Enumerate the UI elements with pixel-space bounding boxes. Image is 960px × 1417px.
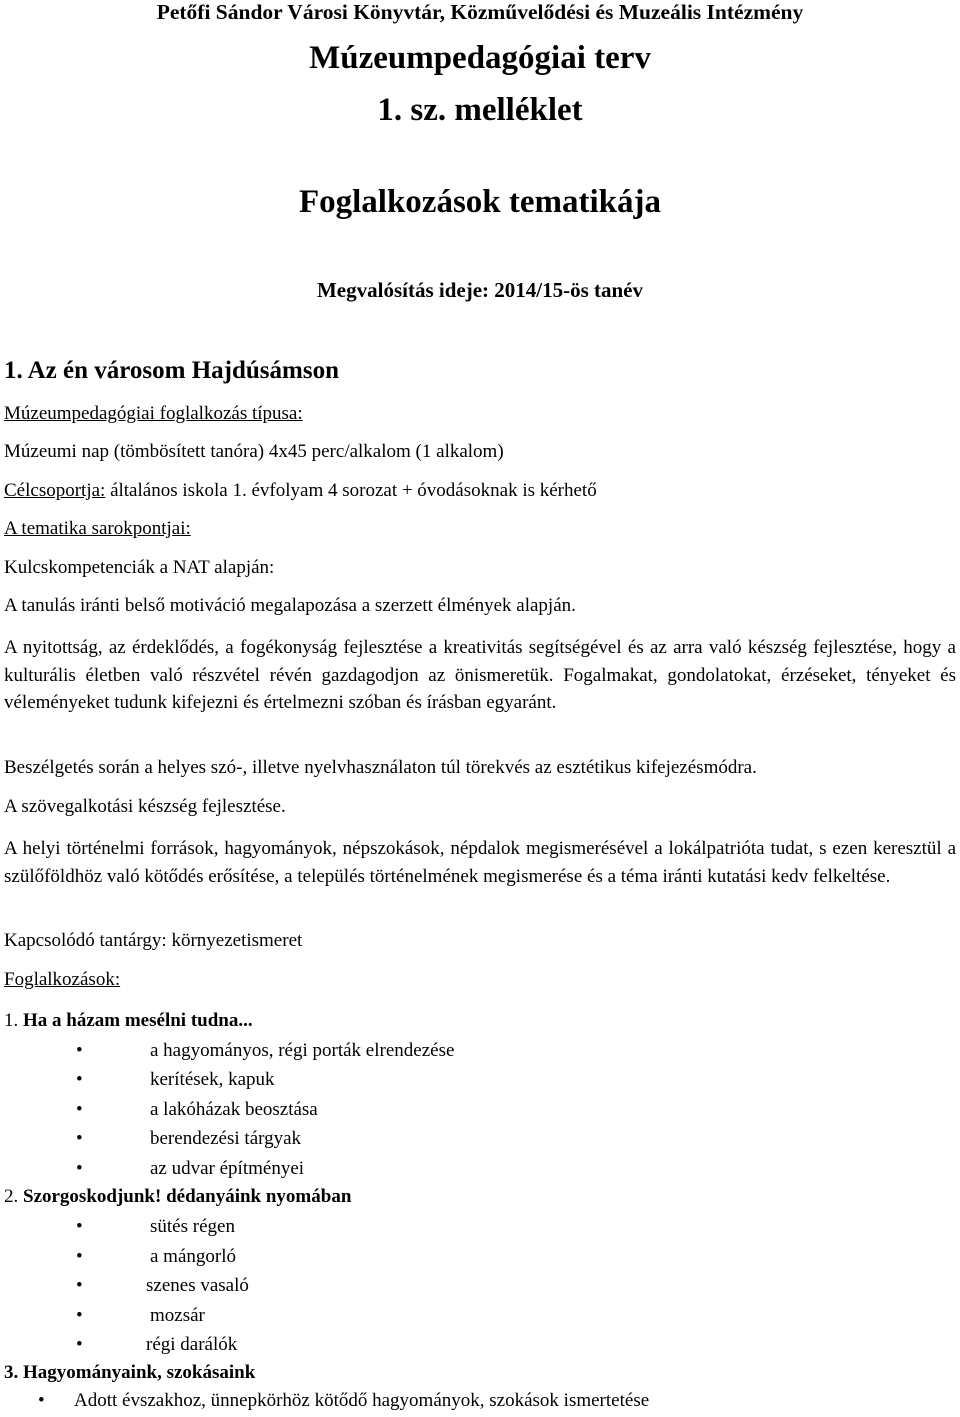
bullet-icon: •: [76, 1040, 83, 1061]
bullet-icon: •: [76, 1246, 83, 1267]
session-type-label: Múzeumpedagógiai foglalkozás típusa:: [4, 403, 303, 424]
bullet-icon: •: [76, 1128, 83, 1149]
competence-label: Kulcskompetenciák a NAT alapján:: [4, 557, 275, 578]
implementation-period: Megvalósítás ideje: 2014/15-ös tanév: [316, 278, 644, 302]
list-item: a mángorló: [150, 1246, 237, 1267]
bullet-icon: •: [76, 1158, 83, 1179]
paragraph-text-skills: A szövegalkotási készség fejlesztése.: [4, 796, 286, 817]
annex-label: 1. sz. melléklet: [377, 92, 583, 128]
activities-label: Foglalkozások:: [4, 969, 121, 990]
bullet-icon: •: [76, 1305, 83, 1326]
list-item: Adott évszakhoz, ünnepkörhöz kötődő hagyományok, szokások ismertetése: [74, 1390, 650, 1411]
activity-2-number: 2.: [4, 1186, 23, 1207]
focus-points-label: A tematika sarokpontjai:: [4, 518, 191, 539]
bullet-icon: •: [38, 1390, 45, 1411]
list-item: a lakóházak beosztása: [150, 1099, 318, 1120]
institution-name: Petőfi Sándor Városi Könyvtár, Közművelődési és Muzeális Intézmény: [156, 0, 804, 24]
list-item: a hagyományos, régi porták elrendezése: [150, 1040, 455, 1061]
session-type-value: Múzeumi nap (tömbösített tanóra) 4x45 perc/alkalom (1 alkalom): [4, 441, 504, 462]
document-title: Múzeumpedagógiai terv: [309, 40, 651, 76]
activity-1-number: 1.: [4, 1010, 23, 1031]
section-heading: 1. Az én városom Hajdúsámson: [4, 357, 339, 384]
bullet-icon: •: [76, 1334, 83, 1355]
activity-1-heading: [4, 1010, 253, 1032]
bullet-icon: •: [76, 1099, 83, 1120]
list-item: mozsár: [150, 1305, 205, 1326]
bullet-icon: •: [76, 1275, 83, 1296]
activity-2-heading: [4, 1186, 351, 1208]
paragraph-local-history: A helyi történelmi források, hagyományok, népszokások, népdalok megismerésével a lokálpatrióta tudat, s ezen keresztül a szülőföldhöz való kötődés erősítése, a település történelmének megismerése és a téma iránti kutatási kedv felkeltése.: [4, 838, 956, 887]
document-subtitle: Foglalkozások tematikája: [298, 184, 662, 220]
activity-2-title: Szorgoskodjunk! dédanyáink nyomában: [23, 1186, 352, 1207]
target-group: [4, 480, 597, 502]
list-item: régi darálók: [146, 1334, 238, 1355]
list-item: sütés régen: [150, 1216, 235, 1237]
paragraph-motivation: A tanulás iránti belső motiváció megalapozása a szerzett élmények alapján.: [4, 595, 576, 616]
target-group-label: Célcsoportja:: [4, 480, 106, 501]
related-subject: Kapcsolódó tantárgy: környezetismeret: [4, 930, 303, 951]
activity-1-title: Ha a házam mesélni tudna...: [23, 1010, 253, 1031]
bullet-icon: •: [76, 1069, 83, 1090]
list-item: berendezési tárgyak: [150, 1128, 302, 1149]
list-item: az udvar építményei: [150, 1158, 305, 1179]
paragraph-openness: A nyitottság, az érdeklődés, a fogékonyság fejlesztése a kreativitás segítségével és az arra való készség fejlesztése, hogy a kulturális életben való részvétel révén gazdagodjon az önismeretük. Fogalmakat, gondolatokat, érzéseket, tényeket és véleményeket tudunk kifejezni és értelmezni szóban és írásban egyaránt.: [4, 637, 956, 713]
bullet-icon: •: [76, 1216, 83, 1237]
target-group-value: általános iskola 1. évfolyam 4 sorozat + óvodásoknak is kérhető: [105, 480, 597, 501]
list-item: szenes vasaló: [146, 1275, 249, 1296]
list-item: kerítések, kapuk: [150, 1069, 275, 1090]
paragraph-conversation: Beszélgetés során a helyes szó-, illetve nyelvhasználaton túl törekvés az esztétikus kifejezésmódra.: [4, 757, 757, 778]
activity-3-title: 3. Hagyományaink, szokásaink: [4, 1362, 256, 1383]
activity-3-heading: [4, 1362, 255, 1384]
